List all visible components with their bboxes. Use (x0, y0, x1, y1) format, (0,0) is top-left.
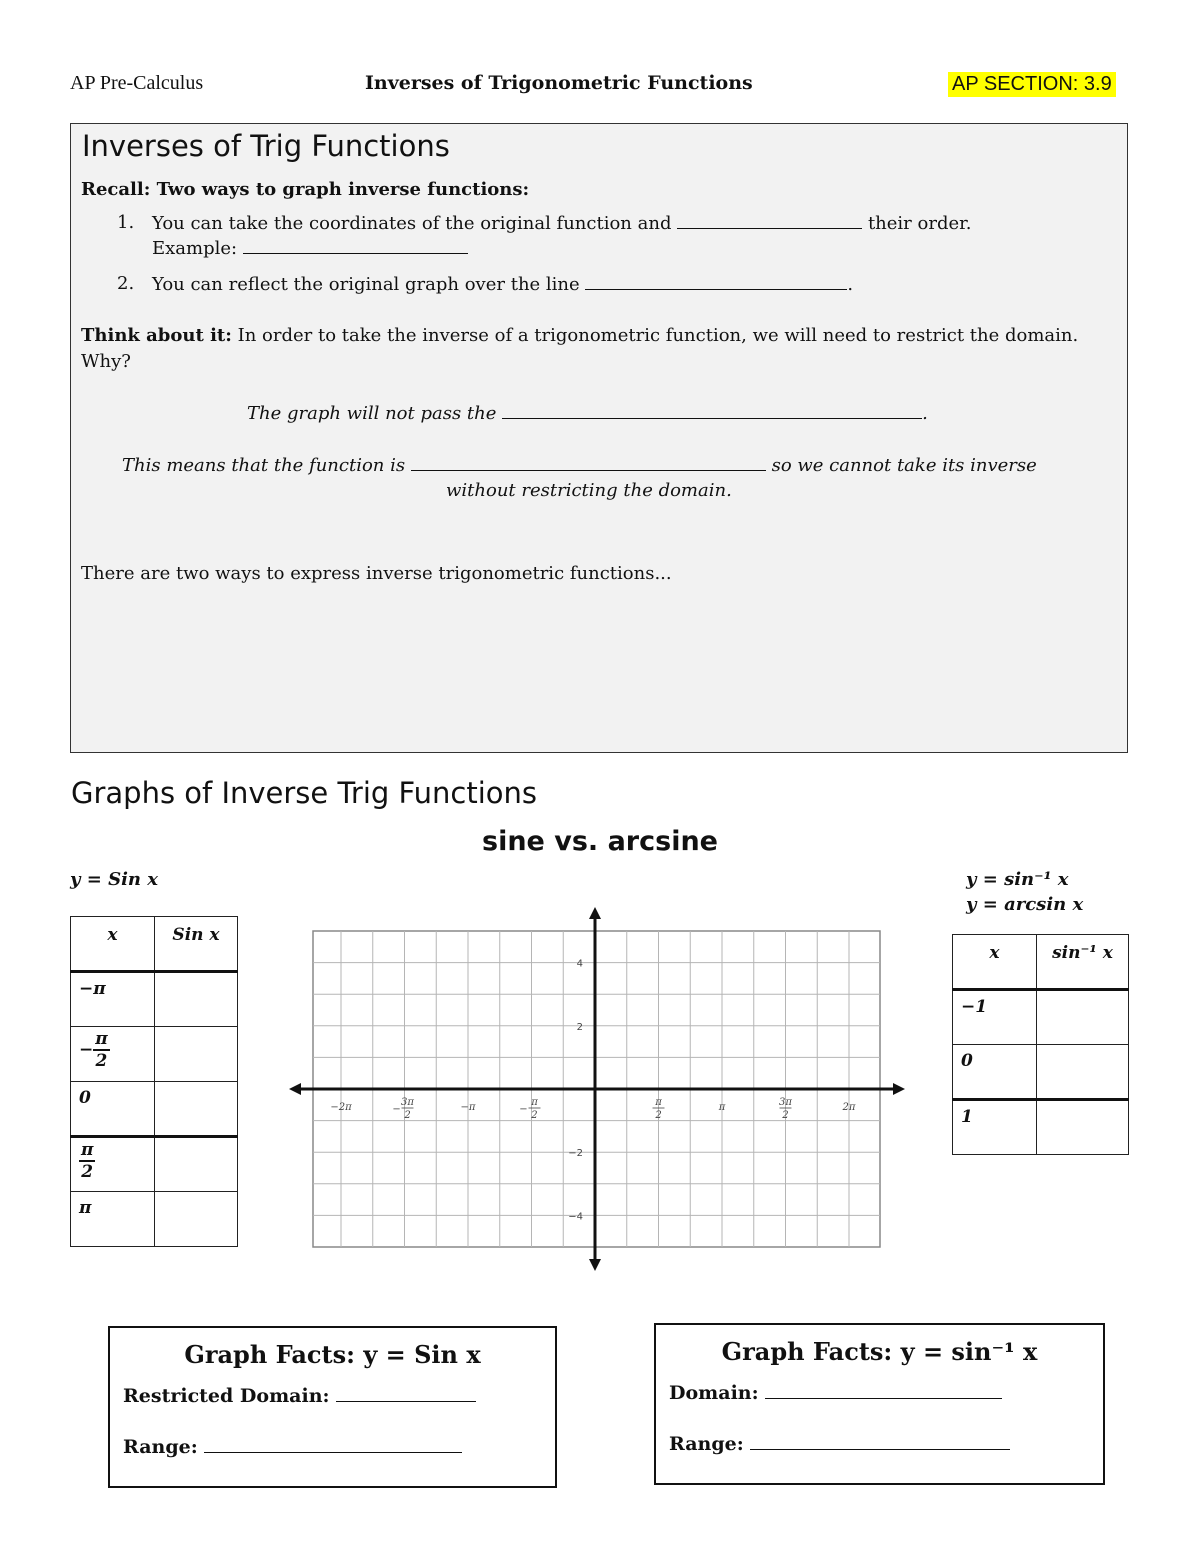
facts-arcsin-domain-blank[interactable] (765, 1380, 1002, 1399)
recall-heading: Recall: Two ways to graph inverse functions: (81, 179, 530, 200)
pi-over-2: $\frac{\pi}{2}$ (81, 1140, 94, 1182)
table-header-arcsin: sin⁻¹ x (1037, 935, 1129, 990)
facts-sin-range-label: Range: (123, 1436, 198, 1458)
graphs-title: Graphs of Inverse Trig Functions (71, 776, 537, 810)
section-badge: AP SECTION: 3.9 (948, 72, 1116, 97)
item1-blank[interactable] (677, 210, 862, 229)
intro-box (70, 123, 1128, 753)
means-line (122, 452, 1037, 479)
item1-text-a: You can take the coordinates of the original function and (152, 213, 672, 234)
x-tick-label: −π (460, 1102, 476, 1113)
y-axis-arrow-up (589, 907, 601, 919)
example-label: Example: (152, 238, 238, 259)
table-cell-x: π (71, 1192, 155, 1247)
right-equation-2: y = arcsin x (966, 894, 1084, 915)
means-blank[interactable] (411, 452, 766, 471)
facts-sin-title: Graph Facts: y = Sin x (184, 1340, 481, 1369)
facts-arcsin-range-label: Range: (669, 1433, 744, 1455)
table-row (71, 1082, 238, 1137)
x-tick-label: −2π (330, 1102, 352, 1113)
facts-sin-domain-line (123, 1383, 476, 1407)
facts-arcsin-range-blank[interactable] (750, 1431, 1010, 1450)
table-header-sinx: Sin x (155, 917, 238, 972)
worksheet-title: Inverses of Trigonometric Functions (365, 72, 753, 94)
table-row (71, 1137, 238, 1192)
right-equation-1: y = sin⁻¹ x (966, 869, 1069, 890)
table-cell-answer[interactable] (155, 1137, 238, 1192)
table-cell-x: −π (71, 972, 155, 1027)
graph-pass-period: . (922, 403, 928, 424)
y-tick-label: 4 (576, 958, 583, 970)
item2-text: You can reflect the original graph over the line (152, 274, 580, 295)
facts-sin-range-line (123, 1434, 462, 1458)
x-axis-arrow-left (289, 1083, 301, 1095)
item1-number: 1. (117, 212, 135, 233)
y-tick-label: −2 (568, 1148, 583, 1160)
facts-arcsin-domain-line (669, 1380, 1002, 1404)
table-row (953, 990, 1129, 1045)
table-row (953, 1045, 1129, 1100)
facts-sin-domain-blank[interactable] (336, 1383, 476, 1402)
table-cell-x: 0 (953, 1045, 1037, 1100)
table-row (71, 972, 238, 1027)
table-cell-x: 0 (71, 1082, 155, 1137)
think-label: Think about it: (81, 325, 232, 346)
table-cell-answer[interactable] (155, 1027, 238, 1082)
item2-line (152, 271, 853, 298)
axes (289, 907, 905, 1271)
sin-value-table (70, 916, 238, 1247)
x-tick-minus: − (392, 1104, 401, 1115)
x-tick-label: π (718, 1102, 726, 1113)
y-tick-label: −4 (568, 1211, 583, 1223)
table-cell-x: − $\frac{\pi}{2}$ (71, 1027, 155, 1082)
two-ways-text: There are two ways to express inverse trigonometric functions... (81, 563, 672, 584)
facts-box-sin (108, 1326, 557, 1488)
think-text: In order to take the inverse of a trigonometric function, we will need to restrict the domain. Why? (81, 325, 1079, 372)
item1-example-line (152, 235, 468, 262)
item2-blank[interactable] (585, 271, 847, 290)
facts-sin-domain-label: Restricted Domain: (123, 1385, 330, 1407)
table-cell-answer[interactable] (155, 1192, 238, 1247)
neg-pi-over-2: $\frac{\pi}{2}$ (95, 1029, 108, 1071)
x-tick-label: 3π 2 (401, 1097, 414, 1121)
graph-pass-line (247, 400, 928, 427)
means-text-c: without restricting the domain. (446, 480, 732, 501)
facts-sin-range-blank[interactable] (204, 1434, 462, 1453)
table-cell-x: −1 (953, 990, 1037, 1045)
table-cell-answer[interactable] (1037, 1045, 1129, 1100)
graphs-subtitle: sine vs. arcsine (482, 826, 718, 857)
think-paragraph (81, 323, 1111, 375)
left-equation: y = Sin x (70, 869, 158, 890)
course-name: AP Pre-Calculus (70, 72, 204, 94)
x-tick-label: π 2 (655, 1097, 662, 1121)
x-tick-label: 3π 2 (779, 1097, 792, 1121)
x-tick-minus: − (519, 1104, 528, 1115)
table-cell-x (71, 1137, 155, 1192)
table-header-row (71, 917, 238, 972)
item1-text-b: their order. (867, 213, 972, 234)
facts-arcsin-title: Graph Facts: y = sin⁻¹ x (721, 1337, 1038, 1366)
intro-title: Inverses of Trig Functions (82, 129, 450, 163)
y-tick-label: 2 (576, 1021, 583, 1033)
table-header-x: x (953, 935, 1037, 990)
table-cell-answer[interactable] (155, 972, 238, 1027)
graph-pass-text: The graph will not pass the (247, 403, 497, 424)
arcsin-value-table (952, 934, 1129, 1155)
facts-box-arcsin (654, 1323, 1105, 1485)
table-cell-answer[interactable] (155, 1082, 238, 1137)
facts-arcsin-domain-label: Domain: (669, 1382, 759, 1404)
item2-period: . (847, 274, 854, 295)
table-header-x: x (71, 917, 155, 972)
table-cell-answer[interactable] (1037, 1100, 1129, 1155)
table-row (71, 1192, 238, 1247)
graph-pass-blank[interactable] (502, 400, 922, 419)
item1-line (152, 210, 1112, 237)
x-axis-arrow-right (893, 1083, 905, 1095)
item2-number: 2. (117, 273, 135, 294)
table-cell-answer[interactable] (1037, 990, 1129, 1045)
means-text-a: This means that the function is (122, 455, 406, 476)
table-row (71, 1027, 238, 1082)
means-text-b: so we cannot take its inverse (771, 455, 1037, 476)
example-blank[interactable] (243, 235, 468, 254)
table-cell-x: 1 (953, 1100, 1037, 1155)
x-tick-label: 2π (842, 1102, 856, 1113)
table-header-row (953, 935, 1129, 990)
y-axis-arrow-down (589, 1259, 601, 1271)
x-tick-label: π 2 (531, 1097, 538, 1121)
table-row (953, 1100, 1129, 1155)
coordinate-grid[interactable] (285, 905, 910, 1275)
facts-arcsin-range-line (669, 1431, 1010, 1455)
